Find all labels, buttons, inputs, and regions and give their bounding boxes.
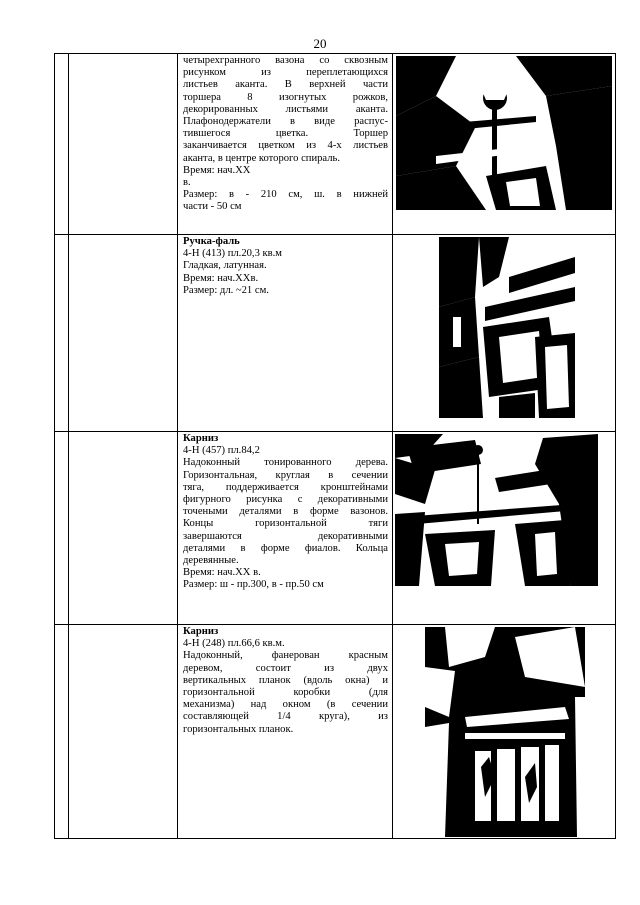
description-line: деревом, состоит из двух bbox=[183, 662, 388, 674]
description-line: аканта, в центре которого спираль. bbox=[183, 152, 340, 164]
description-line: четырехгранного вазона со сквозным bbox=[183, 55, 388, 66]
description-line: Гладкая, латунная. bbox=[183, 260, 267, 272]
description-cell bbox=[178, 54, 393, 235]
description-line: составляющей 1/4 круга), из bbox=[183, 711, 388, 723]
description-line: 4-Н (248) пл.66,6 кв.м. bbox=[183, 638, 285, 650]
description-line: Концы горизонтальной тяги bbox=[183, 518, 388, 530]
description-line: 4-Н (457) пл.84,2 bbox=[183, 445, 260, 457]
description-line: Надоконный тонированного дерева. bbox=[183, 457, 388, 469]
description-line: горизонтальной коробки (для bbox=[183, 687, 388, 699]
description-line: Горизонтальная, круглая в сечении bbox=[183, 469, 388, 481]
photo-floor-lamp bbox=[396, 56, 612, 210]
description-line: Время: нач.XXв. bbox=[183, 272, 259, 284]
description-line: Плафонодержатели в виде распус- bbox=[183, 116, 388, 128]
table-row bbox=[55, 625, 616, 839]
number-cell bbox=[55, 625, 69, 839]
number-cell bbox=[55, 54, 69, 235]
description-line: вертикальных планок (вдоль окна) и bbox=[183, 674, 388, 686]
item-title: Ручка-фаль bbox=[183, 236, 240, 247]
description-line: механизма) над окном (в сечении bbox=[183, 699, 388, 711]
description-line: Время: нач.XX bbox=[183, 164, 251, 176]
photo-door-handle bbox=[439, 237, 575, 418]
description-line: горизонтальных планок. bbox=[183, 723, 294, 735]
number-cell bbox=[55, 235, 69, 432]
description-line: заканчивается цветком из 4-х листьев bbox=[183, 140, 388, 152]
photo-cell bbox=[393, 54, 616, 235]
description-line: листьев аканта. В верхней части bbox=[183, 79, 388, 91]
photo-cornice-2 bbox=[425, 627, 585, 837]
photo-cell bbox=[393, 625, 616, 839]
description-cell bbox=[178, 625, 393, 839]
description-line: точеными деталями в форме вазонов. bbox=[183, 506, 388, 518]
description-line: 4-Н (413) пл.20,3 кв.м bbox=[183, 248, 283, 260]
photo-cornice-1 bbox=[395, 434, 598, 586]
description-line: деталями в форме фиалов. Кольца bbox=[183, 542, 388, 554]
name-cell bbox=[69, 235, 178, 432]
description-line: Время: нач.XX в. bbox=[183, 567, 261, 579]
name-cell bbox=[69, 432, 178, 625]
description-line: Размер: ш - пр.300, в - пр.50 см bbox=[183, 579, 324, 591]
table-row bbox=[55, 235, 616, 432]
item-title: Карниз bbox=[183, 626, 219, 637]
photo-cell bbox=[393, 432, 616, 625]
catalog-table bbox=[54, 53, 616, 839]
description-line: деревянные. bbox=[183, 555, 239, 567]
description-line: фигурного рисунка с декоративными bbox=[183, 494, 388, 506]
description-line: завершаются декоративными bbox=[183, 530, 388, 542]
description-line: в. bbox=[183, 177, 191, 189]
description-line: части - 50 см bbox=[183, 201, 242, 213]
name-cell bbox=[69, 625, 178, 839]
description-line: Размер: дл. ~21 см. bbox=[183, 284, 269, 296]
description-line: рисунком из переплетающихся bbox=[183, 67, 388, 79]
table-row bbox=[55, 432, 616, 625]
page-number: 20 bbox=[313, 36, 327, 51]
description-line: тяга, поддерживается кронштейнами bbox=[183, 481, 388, 493]
name-cell bbox=[69, 54, 178, 235]
table-row bbox=[55, 54, 616, 235]
description-line: Размер: в - 210 см, ш. в нижней bbox=[183, 189, 388, 201]
description-cell bbox=[178, 432, 393, 625]
description-line: Надоконный, фанерован красным bbox=[183, 650, 388, 662]
item-title: Карниз bbox=[183, 433, 219, 444]
description-line: торшера 8 изогнутых рожков, bbox=[183, 91, 388, 103]
description-line: декорированных листьями аканта. bbox=[183, 103, 388, 115]
description-line: тившегося цветка. Торшер bbox=[183, 128, 388, 140]
number-cell bbox=[55, 432, 69, 625]
photo-cell bbox=[393, 235, 616, 432]
description-cell bbox=[178, 235, 393, 432]
